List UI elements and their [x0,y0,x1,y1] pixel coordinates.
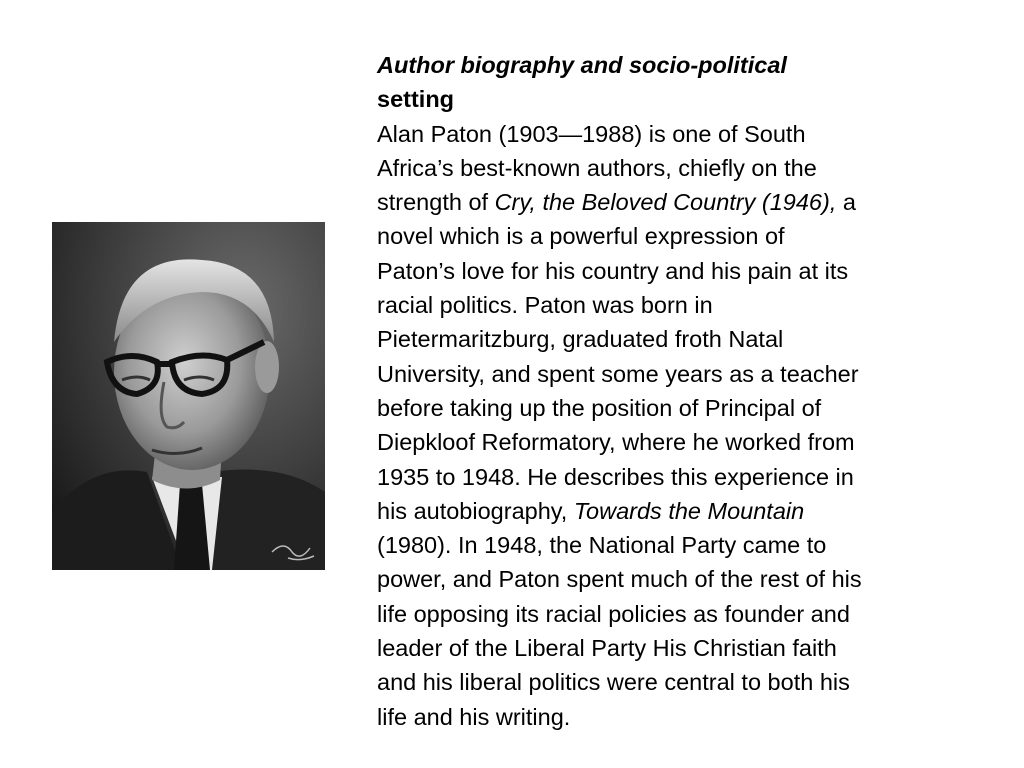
italic-title-text: Cry, the Beloved Country (1946), [494,189,837,216]
paragraph-line [377,700,977,734]
paragraph-line [377,151,977,185]
paragraph-text: novel which is a powerful expression of [377,223,785,250]
paragraph-text: Paton’s love for his country and his pain at its [377,257,849,284]
paragraph-line [377,288,977,322]
paragraph-text: Alan Paton (1903—1988) is one of South [377,120,806,147]
paragraph-text: power, and Paton spent much of the rest of his [377,566,862,593]
paragraph-line [377,185,977,219]
paragraph-line [377,528,977,562]
paragraph-line [377,460,977,494]
paragraph-text: (1980). In 1948, the National Party came to [377,532,827,559]
paragraph-text: and his liberal politics were central to both his [377,669,850,696]
paragraph-line [377,391,977,425]
paragraph-line [377,494,977,528]
italic-title-text: Towards the Mountain [573,497,805,524]
paragraph-text: Pietermaritzburg, graduated froth Natal [377,326,784,353]
paragraph-line [377,665,977,699]
paragraph-line [377,322,977,356]
paragraph-text: a [836,189,856,216]
paragraph-text: his autobiography, [377,497,574,524]
paragraph-text: life opposing its racial policies as founder and [377,600,850,627]
paragraph-line [377,425,977,459]
paragraph-text: strength of [377,189,495,216]
paragraph-line [377,562,977,596]
section-heading-line-1: Author biography and socio-political [377,52,787,78]
paragraph-line [377,357,977,391]
paragraph-text: racial politics. Paton was born in [377,292,713,319]
paragraph-text: 1935 to 1948. He describes this experience in [377,463,854,490]
paragraph-line [377,117,977,151]
biography-paragraph [377,117,977,734]
biography-text-block [377,48,977,734]
paragraph-text: leader of the Liberal Party His Christian faith [377,635,837,662]
section-heading-line-2: setting [377,86,455,113]
portrait-image [52,222,325,570]
paragraph-line [377,597,977,631]
paragraph-line [377,254,977,288]
paragraph-text: life and his writing. [377,703,571,730]
paragraph-text: Africa’s best-known authors, chiefly on the [377,154,817,181]
paragraph-text: before taking up the position of Principal of [377,394,822,421]
section-heading [377,48,977,117]
author-portrait-photo [52,222,325,570]
paragraph-line [377,219,977,253]
paragraph-text: University, and spent some years as a teacher [377,360,859,387]
paragraph-line [377,631,977,665]
paragraph-text: Diepkloof Reformatory, where he worked from [377,429,855,456]
